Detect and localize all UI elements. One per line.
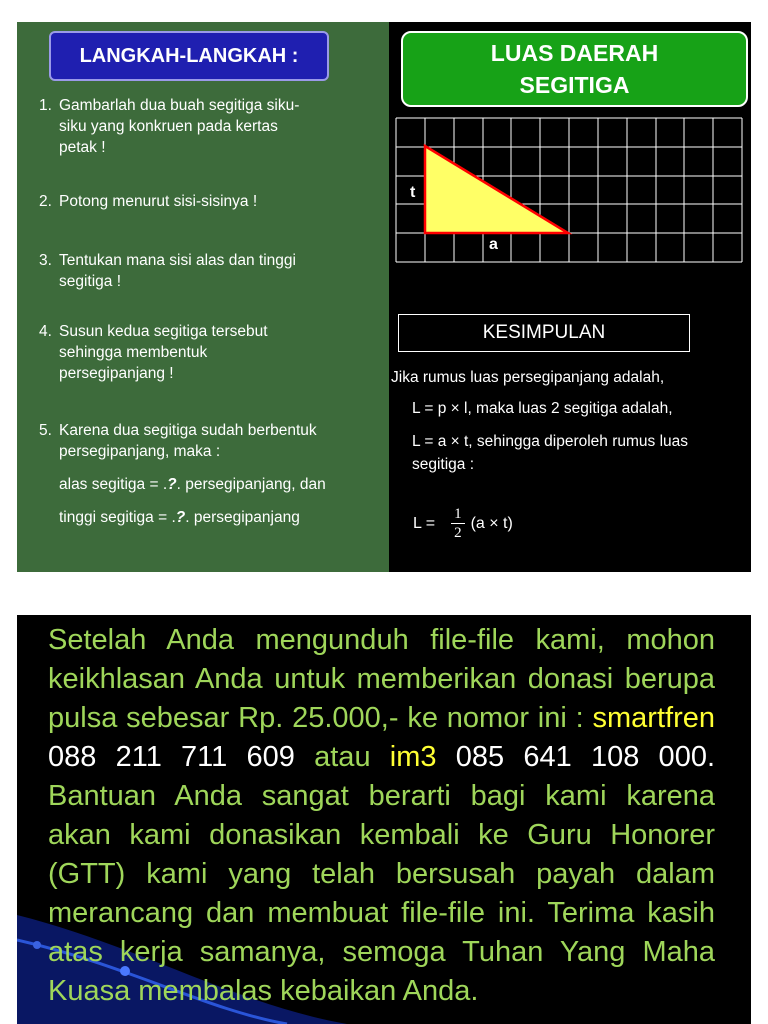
height-label: t [410,184,416,201]
fraction-numerator: 1 [451,505,465,524]
donation-text: atau [294,741,390,773]
step-text: segitiga ! [59,273,122,290]
steps-title: LANGKAH-LANGKAH : [49,31,329,81]
step-text: sehingga membentuk [59,344,208,361]
right-triangle [425,146,568,233]
step-text: Susun kedua segitiga tersebut [59,323,268,340]
formula-lhs: L = [413,514,436,532]
step-text: persegipanjang ! [59,365,174,382]
conclusion-line-2: L = p × l, maka luas 2 segitiga adalah, [412,400,673,417]
slide-luas-segitiga [17,22,751,572]
step-number: 1. [39,97,52,114]
kesimpulan-box: KESIMPULAN [398,314,690,352]
donation-message [48,621,715,1011]
alas-prefix: alas segitiga = . [59,476,168,493]
phone-number-smartfren: 088 211 711 609 [48,741,295,773]
step-text: Gambarlah dua buah segitiga siku- [59,97,300,114]
one-half-fraction [451,505,465,542]
tinggi-prefix: tinggi segitiga = . [59,509,176,526]
alas-suffix: . persegipanjang, dan [176,476,326,493]
operator-im3: im3 [389,741,437,773]
operator-smartfren: smartfren [592,702,715,734]
triangle-area-formula [413,505,513,542]
step-text: persegipanjang, maka : [59,443,221,460]
step-1 [39,95,299,158]
phone-number-im3: 085 641 108 000. [436,741,716,773]
step-4 [39,321,268,384]
conclusion-line-3: L = a × t, sehingga diperoleh rumus luas [412,433,689,450]
fraction-denominator: 2 [454,525,462,541]
step-3 [39,250,296,292]
grid-diagram [395,117,743,265]
step-text: Karena dua segitiga sudah berbentuk [59,422,317,439]
conclusion-line-4: segitiga : [412,456,475,473]
alas-statement [59,476,326,494]
base-label: a [489,236,498,253]
slide-donation [17,615,751,1024]
step-text: siku yang konkruen pada kertas [59,118,278,135]
step-2 [39,191,257,212]
donation-text: Setelah Anda mengunduh file-file kami, mohon keikhlasan Anda untuk memberikan donasi berupa pulsa sebesar Rp. 25.000,- ke nomor ini : [48,624,715,734]
step-text: Tentukan mana sisi alas dan tinggi [59,252,296,269]
conclusion-line-1: Jika rumus luas persegipanjang adalah, [391,369,665,386]
step-text: petak ! [59,139,106,156]
luas-title-line: LUAS DAERAH [490,40,659,66]
step-text: Potong menurut sisi-sisinya ! [59,193,258,210]
step-number: 2. [39,193,52,210]
question-mark: ? [167,476,177,493]
luas-title-line: SEGITIGA [519,72,630,98]
luas-title [401,31,748,107]
step-number: 3. [39,252,52,269]
step-number: 4. [39,323,52,340]
question-mark: ? [175,509,186,526]
tinggi-suffix: . persegipanjang [185,509,300,526]
tinggi-statement [59,509,300,527]
donation-text: Bantuan Anda sangat berarti bagi kami karena akan kami donasikan kembali ke Guru Honorer (GTT) kami yang telah bersusah payah dalam merancang dan membuat file-file ini. Terima kasih atas kerja samanya, semoga Tuhan Yang Maha Kuasa membalas kebaikan Anda. [48,780,715,1007]
formula-rhs: (a × t) [470,514,513,532]
step-5 [39,420,317,462]
step-number: 5. [39,422,52,439]
